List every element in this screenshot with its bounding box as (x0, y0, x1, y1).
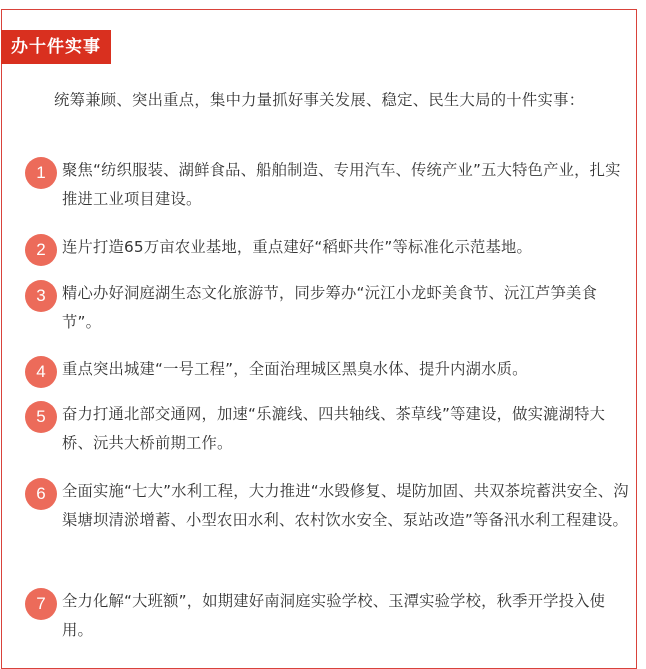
section-title: 办十件实事 (1, 30, 111, 64)
number-badge: 4 (25, 356, 57, 388)
list-item-text: 重点突出城建“一号工程”，全面治理城区黑臭水体、提升内湖水质。 (62, 360, 528, 378)
list-item-5 (25, 400, 630, 458)
list-item-text: 精心办好洞庭湖生态文化旅游节，同步筹办“沅江小龙虾美食节、沅江芦笋美食节”。 (62, 284, 598, 331)
list-item-7 (25, 587, 630, 645)
list-item-text: 连片打造65万亩农业基地，重点建好“稻虾共作”等标准化示范基地。 (62, 238, 533, 256)
list-item-text: 奋力打通北部交通网，加速“乐漉线、四共轴线、茶草线”等建设，做实漉湖特大桥、沅共大桥前期工作。 (62, 405, 606, 452)
list-item-6 (25, 477, 630, 535)
number-badge: 3 (25, 280, 57, 312)
list-item-4 (25, 355, 630, 384)
number-badge: 6 (25, 478, 57, 510)
list-item-text: 全力化解“大班额”，如期建好南洞庭实验学校、玉潭实验学校，秋季开学投入使用。 (62, 592, 606, 639)
number-badge: 1 (25, 157, 57, 189)
number-badge: 5 (25, 401, 57, 433)
list-item-text: 全面实施“七大”水利工程，大力推进“水毁修复、堤防加固、共双茶垸蓄洪安全、沟渠塘坝清淤增蓄、小型农田水利、农村饮水安全、泵站改造”等备汛水利工程建设。 (62, 482, 629, 529)
number-badge: 2 (25, 234, 57, 266)
intro-paragraph: 统筹兼顾、突出重点，集中力量抓好事关发展、稳定、民生大局的十件实事： (54, 91, 585, 109)
list-item-2 (25, 233, 630, 262)
number-badge: 7 (25, 588, 57, 620)
list-item-text: 聚焦“纺织服装、湖鲜食品、船舶制造、专用汽车、传统产业”五大特色产业，扎实推进工业项目建设。 (62, 161, 621, 208)
list-item-1 (25, 156, 630, 214)
list-item-3 (25, 279, 630, 337)
